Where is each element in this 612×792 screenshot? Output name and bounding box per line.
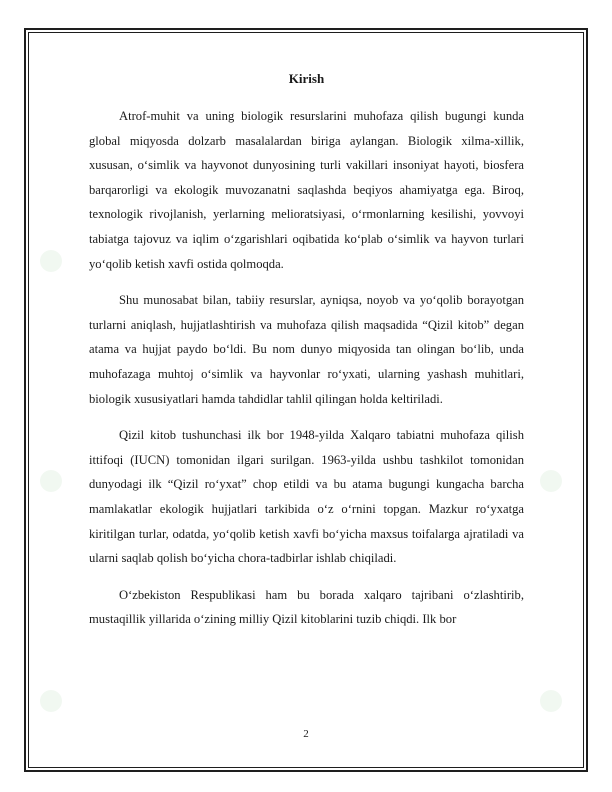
section-heading: Kirish: [288, 71, 325, 86]
paragraph: Shu munosabat bilan, tabiiy resurslar, ayniqsa, noyob va yo‘qolib borayotgan turlarni aniqlash, hujjatlashtirish va muhofaza qilish maqsadida “Qizil kitob” degan atama va hujjat paydo bo‘ldi. Bu nom dunyo miqyosida tan olingan bo‘lib, unda muhofazaga muhtoj o‘simlik va hayvonlar ro‘yxati, ularning yashash muhitlari, biologik xususiyatlari hamda tahdidlar tahlil qilingan holda keltiriladi.: [89, 293, 524, 406]
watermark-mark: [40, 250, 62, 272]
page-body: [89, 70, 524, 644]
watermark-mark: [40, 690, 62, 712]
paragraph: O‘zbekiston Respublikasi ham bu borada xalqaro tajribani o‘zlashtirib, mustaqillik yillarida o‘zining milliy Qizil kitoblarini tuzib chiqdi. Ilk bor: [89, 587, 524, 627]
paragraph: Qizil kitob tushunchasi ilk bor 1948-yilda Xalqaro tabiatni muhofaza qilish ittifoqi (IUCN) tomonidan ilgari surilgan. 1963-yilda ushbu tashkilot tomonidan dunyodagi ilk “Qizil ro‘yxat” chop etildi va bu atama bugungi kungacha barcha mamlakatlar ekologik hujjatlari tarkibida o‘z o‘rnini topgan. Mazkur ro‘yxatga kiritilgan turlar, odatda, yo‘qolib ketish xavfi bo‘yicha maxsus toifalarga ajratiladi va ularni saqlab qolish bo‘yicha chora-tadbirlar ishlab chiqiladi.: [89, 428, 524, 566]
paragraph: Atrof-muhit va uning biologik resurslarini muhofaza qilish bugungi kunda global miqyosda dolzarb masalalardan biriga aylangan. Biologik xilma-xillik, xususan, o‘simlik va hayvonot dunyosining turli vakillari insoniyat hayoti, biosfera barqarorligi va ekologik muvozanatni saqlashda beqiyos ahamiyatga ega. Biroq, texnologik rivojlanish, yerlarning melioratsiyasi, o‘rmonlarning kesilishi, yovvoyi tabiatga tajovuz va iqlim o‘zgarishlari oqibatida ko‘plab o‘simlik va hayvon turlari yo‘qolib ketish xavfi ostida qolmoqda.: [89, 109, 524, 271]
watermark-mark: [40, 470, 62, 492]
watermark-mark: [540, 470, 562, 492]
watermark-mark: [540, 690, 562, 712]
page-number: 2: [303, 728, 309, 740]
